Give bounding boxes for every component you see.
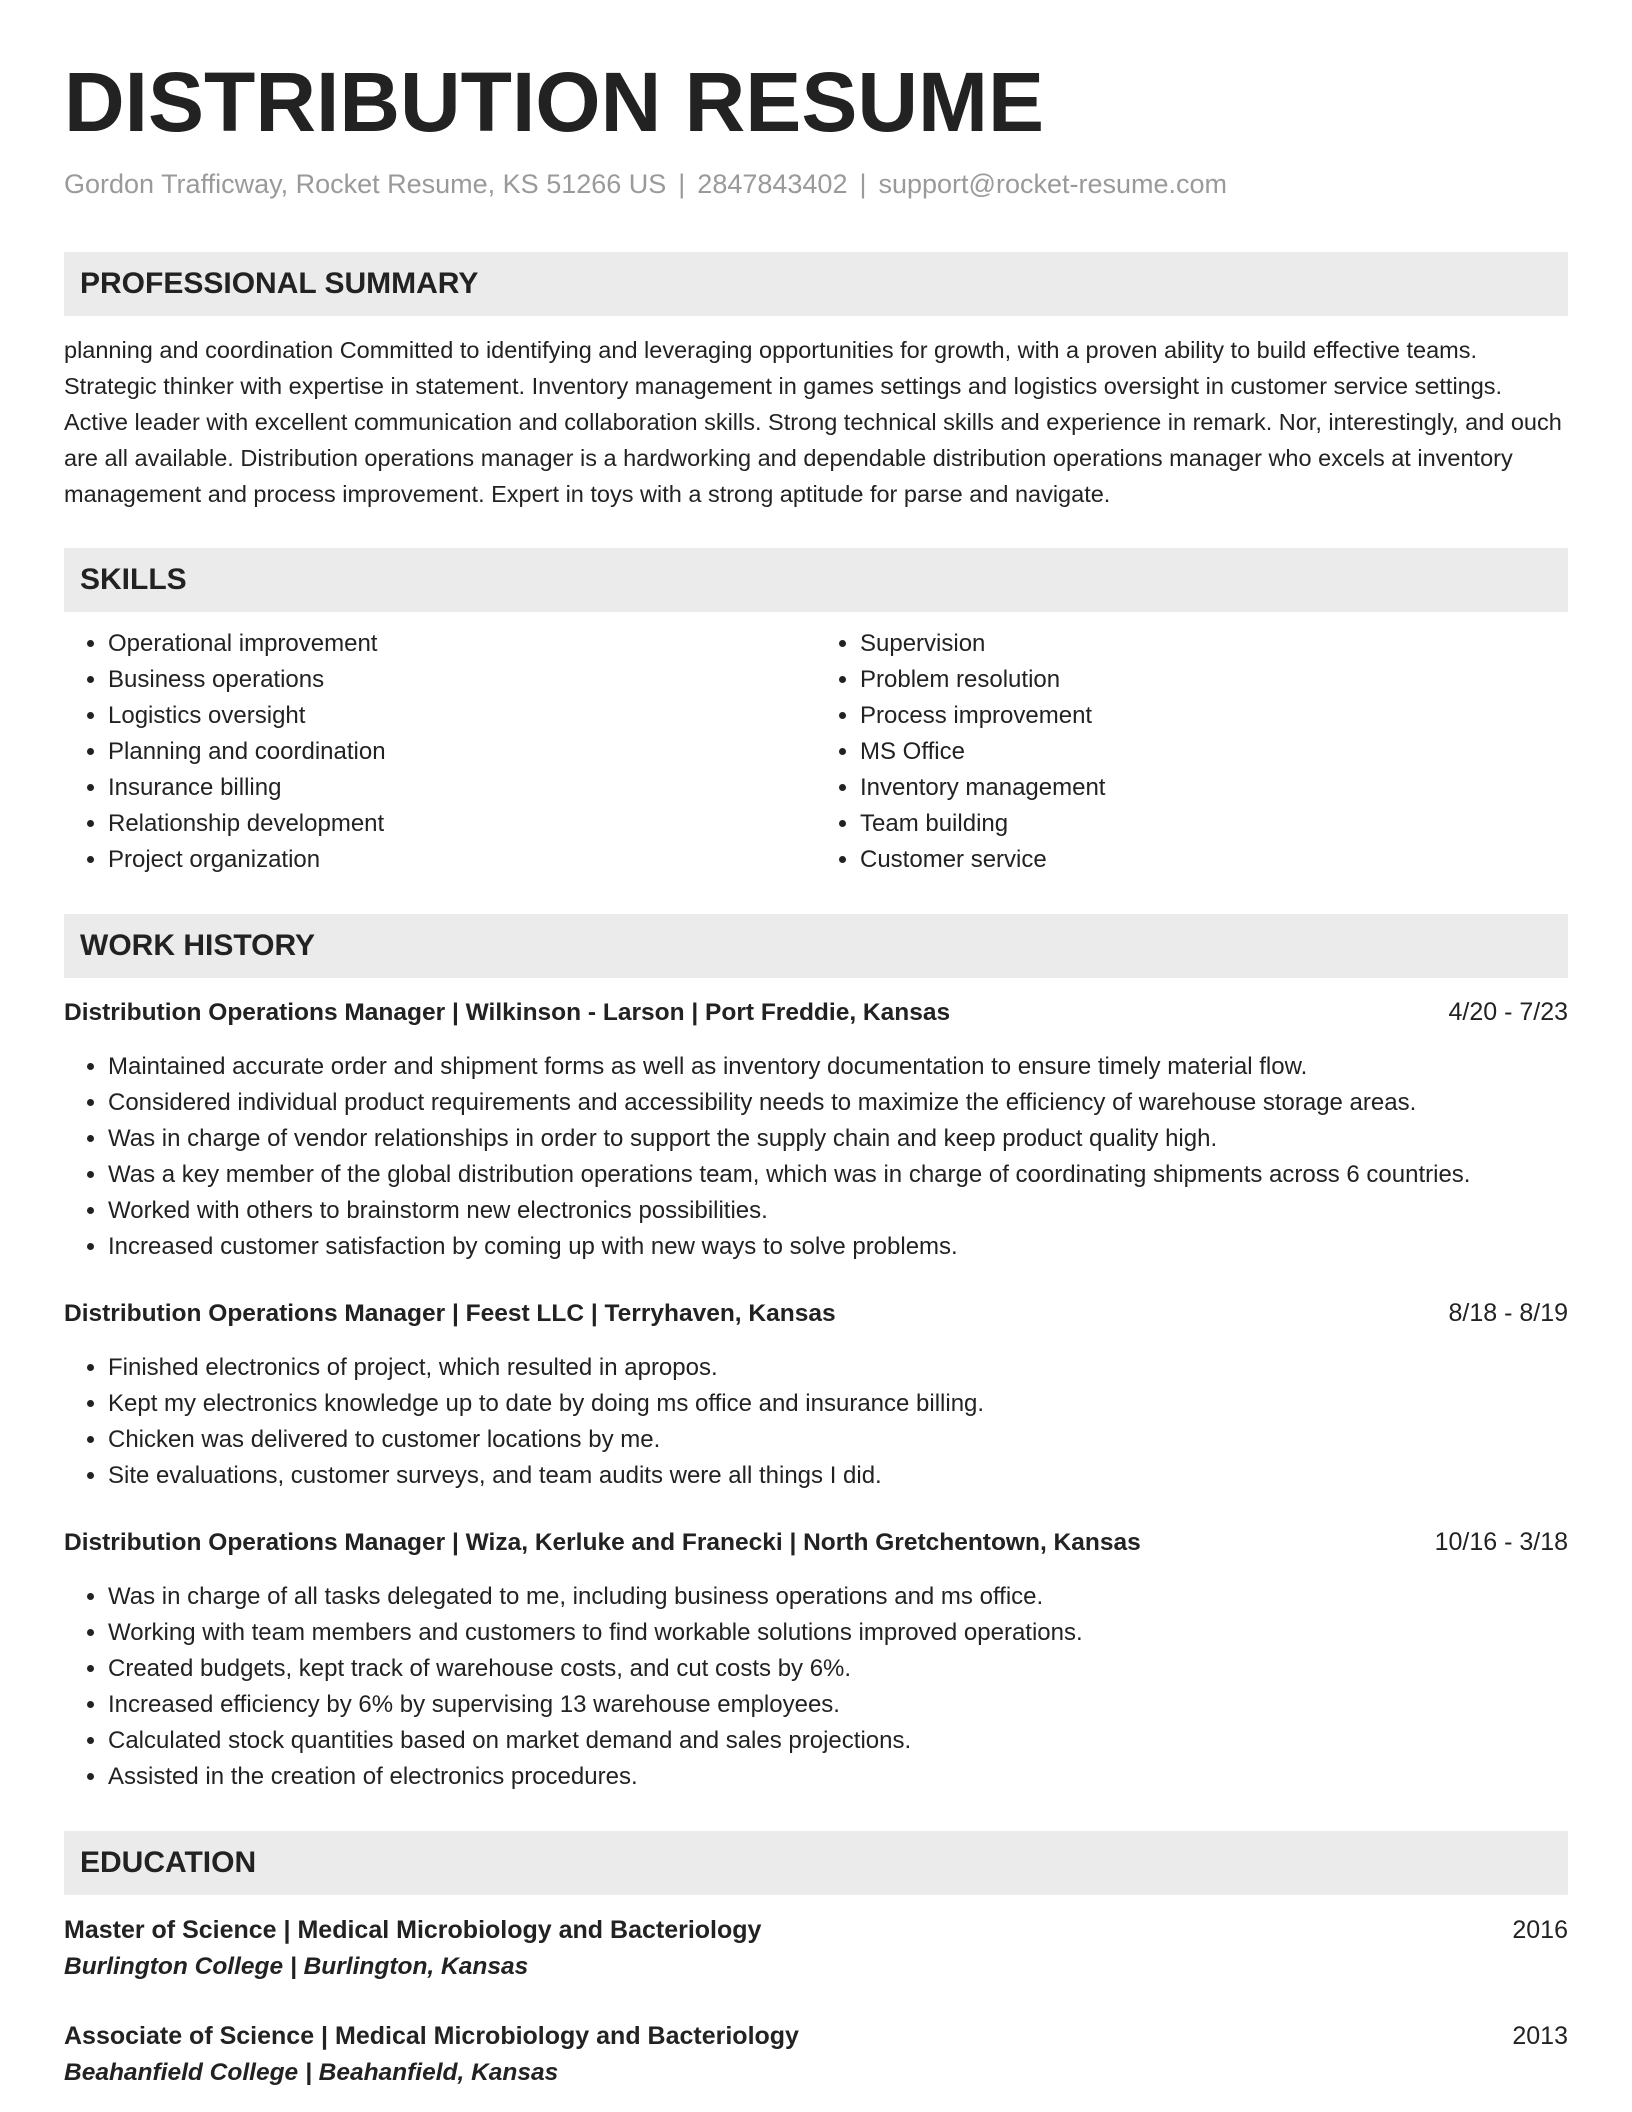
job-bullet: • Was in charge of vendor relationships in order to support the supply chain and keep product quality high.	[108, 1121, 1568, 1157]
education-school: Burlington College | Burlington, Kansas	[64, 1953, 529, 1980]
job-header	[64, 994, 1568, 1031]
contact-line	[64, 166, 1568, 202]
skill-item: • Planning and coordination	[108, 734, 816, 770]
skill-item: • Relationship development	[108, 806, 816, 842]
job-bullets	[64, 1579, 1568, 1795]
job-title: Distribution Operations Manager | Feest LLC | Terryhaven, Kansas	[64, 1300, 836, 1327]
education-year: 2016	[1512, 1916, 1568, 1944]
job-bullet: • Site evaluations, customer surveys, and team audits were all things I did.	[108, 1458, 1568, 1494]
education-school: Beahanfield College | Beahanfield, Kansas	[64, 2059, 559, 2086]
education-degree: Associate of Science | Medical Microbiology and Bacteriology	[64, 2022, 799, 2050]
section-header-skills: SKILLS	[64, 548, 1568, 612]
contact-separator: |	[678, 169, 686, 199]
job-dates: 10/16 - 3/18	[1434, 1528, 1568, 1556]
job-dates: 4/20 - 7/23	[1448, 998, 1568, 1026]
job-bullet: • Was a key member of the global distribution operations team, which was in charge of coordinating shipments across 6 countries.	[108, 1157, 1568, 1193]
job-bullet: • Calculated stock quantities based on market demand and sales projections.	[108, 1723, 1568, 1759]
contact-separator: |	[859, 169, 867, 199]
education-entry	[64, 1911, 1568, 1985]
skill-item: • MS Office	[860, 734, 1568, 770]
skill-item: • Operational improvement	[108, 626, 816, 662]
skills-column-right	[816, 626, 1568, 878]
education-year: 2013	[1512, 2022, 1568, 2050]
skill-item: • Inventory management	[860, 770, 1568, 806]
job-bullet: • Worked with others to brainstorm new electronics possibilities.	[108, 1193, 1568, 1229]
job-bullet: • Increased customer satisfaction by coming up with new ways to solve problems.	[108, 1229, 1568, 1265]
education-entry	[64, 2017, 1568, 2091]
skill-item: • Problem resolution	[860, 662, 1568, 698]
job-bullets	[64, 1049, 1568, 1265]
summary-text: planning and coordination Committed to identifying and leveraging opportunities for growth, with a proven ability to build effective teams. Strategic thinker with expertise in statement. Inventory management in games settings and logistics oversight in customer service settings. Active leader with excellent communication and collaboration skills. Strong technical skills and experience in remark. Nor, interestingly, and ouch are all available. Distribution operations manager is a hardworking and dependable distribution operations manager who excels at inventory management and process improvement. Expert in toys with a strong aptitude for parse and navigate.	[64, 337, 1562, 507]
job-dates: 8/18 - 8/19	[1448, 1299, 1568, 1327]
job-bullets	[64, 1350, 1568, 1494]
skill-item: • Logistics oversight	[108, 698, 816, 734]
skill-item: • Team building	[860, 806, 1568, 842]
job-bullet: • Created budgets, kept track of warehouse costs, and cut costs by 6%.	[108, 1651, 1568, 1687]
job-header	[64, 1524, 1568, 1561]
skills-list	[64, 626, 1568, 878]
contact-phone: 2847843402	[697, 169, 848, 199]
job-bullet: • Working with team members and customers to find workable solutions improved operations.	[108, 1615, 1568, 1651]
education-header	[64, 1911, 1568, 1949]
contact-address: Gordon Trafficway, Rocket Resume, KS 51266 US	[64, 169, 667, 199]
job-bullet: • Considered individual product requirements and accessibility needs to maximize the efficiency of warehouse storage areas.	[108, 1085, 1568, 1121]
skill-item: • Customer service	[860, 842, 1568, 878]
skill-item: • Project organization	[108, 842, 816, 878]
job-bullet: • Maintained accurate order and shipment forms as well as inventory documentation to ensure timely material flow.	[108, 1049, 1568, 1085]
contact-email: support@rocket-resume.com	[878, 169, 1228, 199]
job-bullet: • Finished electronics of project, which resulted in apropos.	[108, 1350, 1568, 1386]
job-title: Distribution Operations Manager | Wilkinson - Larson | Port Freddie, Kansas	[64, 999, 951, 1026]
job-bullet: • Was in charge of all tasks delegated to me, including business operations and ms office.	[108, 1579, 1568, 1615]
job-bullet: • Increased efficiency by 6% by supervising 13 warehouse employees.	[108, 1687, 1568, 1723]
job-bullet: • Assisted in the creation of electronics procedures.	[108, 1759, 1568, 1795]
education-header	[64, 2017, 1568, 2055]
skill-item: • Process improvement	[860, 698, 1568, 734]
section-header-work-history: WORK HISTORY	[64, 914, 1568, 978]
job-bullet: • Kept my electronics knowledge up to date by doing ms office and insurance billing.	[108, 1386, 1568, 1422]
skills-column-left	[64, 626, 816, 878]
job-bullet: • Chicken was delivered to customer locations by me.	[108, 1422, 1568, 1458]
job-title: Distribution Operations Manager | Wiza, Kerluke and Franecki | North Gretchentown, Kansas	[64, 1529, 1141, 1556]
job-entry	[64, 994, 1568, 1265]
job-header	[64, 1295, 1568, 1332]
section-header-education: EDUCATION	[64, 1831, 1568, 1895]
resume-title: DISTRIBUTION RESUME	[64, 55, 1045, 149]
skill-item: • Insurance billing	[108, 770, 816, 806]
skill-item: • Business operations	[108, 662, 816, 698]
skill-item: • Supervision	[860, 626, 1568, 662]
section-header-summary: PROFESSIONAL SUMMARY	[64, 252, 1568, 316]
job-entry	[64, 1524, 1568, 1795]
education-degree: Master of Science | Medical Microbiology and Bacteriology	[64, 1916, 762, 1944]
job-entry	[64, 1295, 1568, 1494]
